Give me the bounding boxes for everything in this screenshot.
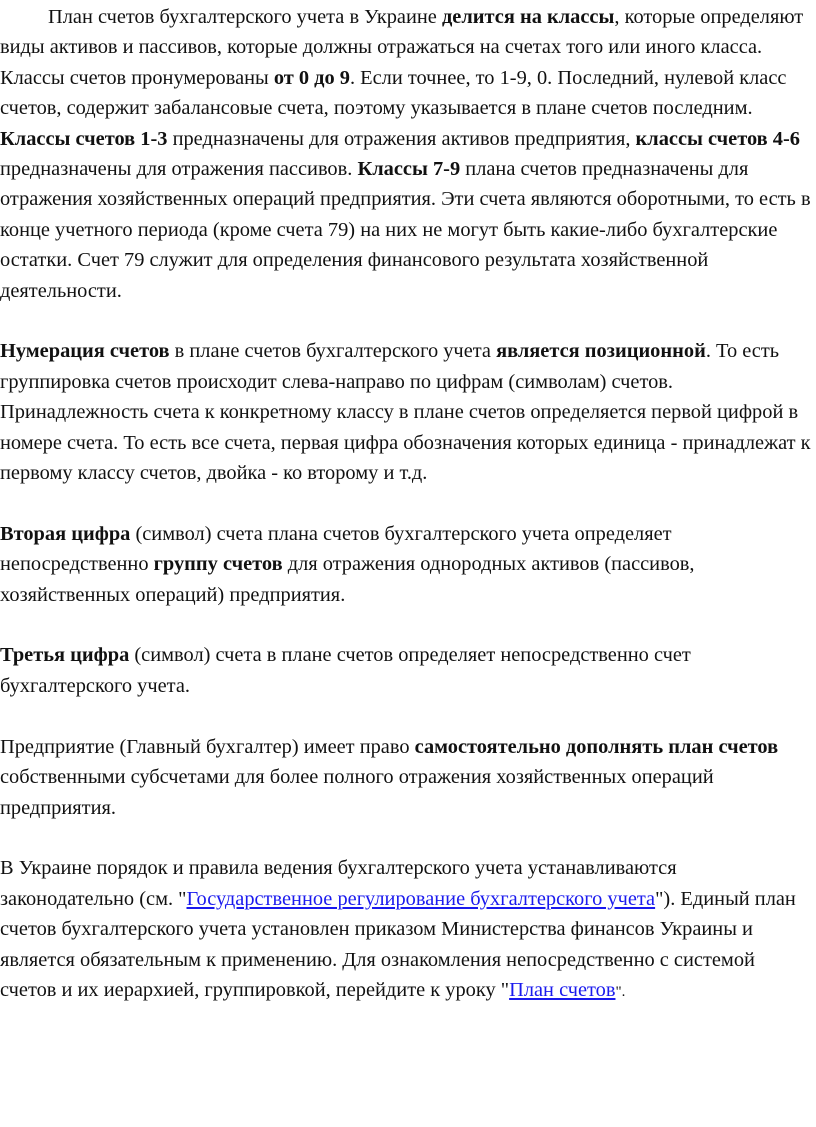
paragraph-gap [0,823,812,853]
bold-span: от 0 до 9 [273,66,350,89]
paragraph-gap [0,306,812,336]
bold-span: Нумерация счетов [0,340,170,363]
paragraph-classes [0,2,812,306]
text-span: собственными субсчетами для более полного отражения хозяйственных операций предприятия. [0,766,714,819]
bold-span: Классы 7-9 [357,158,461,181]
bold-span: группу счетов [153,553,283,576]
bold-span: Классы счетов 1-3 [0,127,168,150]
text-span: План счетов бухгалтерского учета в Украине [48,6,442,28]
text-span: (символ) счета плана счетов бухгалтерского учета определяет непосредственно [0,522,672,576]
text-span: плана счетов предназначены для отражения хозяйственных операций предприятия. Эти счета являются оборотными, то есть в конце учетного периода (кроме счета 79) на них не могут быть какие-либо бухгалтерские остатки. Счет 79 служит для определения финансового результата хозяйственной деятельности. [0,158,811,302]
text-span: предназначены для отражения пассивов. [0,158,358,181]
bold-span: классы счетов 4-6 [635,127,800,150]
state-regulation-link[interactable]: Государственное регулирование бухгалтерского учета [186,887,656,910]
bold-span: Третья цифра [0,644,130,667]
paragraph-numbering [0,336,812,397]
text-span: , которые определяют виды активов и пассивов, которые должны отражаться на счетах того или иного класса. Классы счетов пронумерованы [0,6,804,89]
text-span: в плане счетов бухгалтерского учета [169,340,497,363]
text-span: "). Единый план счетов бухгалтерского учета установлен приказом Министерства финансов Украины и является обязательным к применению. Для ознакомления непосредственно с системой счетов и их иерархией, группировкой, перейдите к уроку " [0,887,796,1001]
paragraph-gap [0,488,812,518]
paragraph-third-digit [0,640,812,701]
paragraph-gap [0,701,812,731]
text-span: В Украине порядок и правила ведения бухгалтерского учета устанавливаются законодательно (см. " [0,857,677,910]
paragraph-second-digit [0,519,812,610]
bold-span: Вторая цифра [0,522,131,545]
text-span: (символ) счета в плане счетов определяет непосредственно счет бухгалтерского учета. [0,644,691,697]
paragraph-regulation [0,853,812,1007]
paragraph-gap [0,610,812,640]
text-span: . То есть группировка счетов происходит слева-направо по цифрам (символам) счетов. [0,340,780,393]
bold-span: самостоятельно дополнять план счетов [414,735,779,758]
text-span: . Если точнее, то 1-9, 0. Последний, нулевой класс счетов, содержит забалансовые счета, поэтому указывается в плане счетов последним. [0,66,787,120]
document-body [0,2,812,1007]
paragraph-first-digit [0,397,812,488]
chart-of-accounts-link[interactable]: План счетов [509,978,616,1001]
text-span: ". [615,983,626,1000]
bold-span: является позиционной [496,340,706,363]
text-span: для отражения однородных активов (пассивов, хозяйственных операций) предприятия. [0,553,695,606]
bold-span: делится на классы [441,6,615,28]
text-span: Предприятие (Главный бухгалтер) имеет право [0,735,415,758]
paragraph-enterprise-right [0,732,812,823]
text-span: предназначены для отражения активов предприятия, [167,127,636,150]
text-span: Принадлежность счета к конкретному классу в плане счетов определяется первой цифрой в номере счета. То есть все счета, первая цифра обозначения которых единица - принадлежат к первому классу счетов, двойка - ко второму и т.д. [0,401,811,485]
